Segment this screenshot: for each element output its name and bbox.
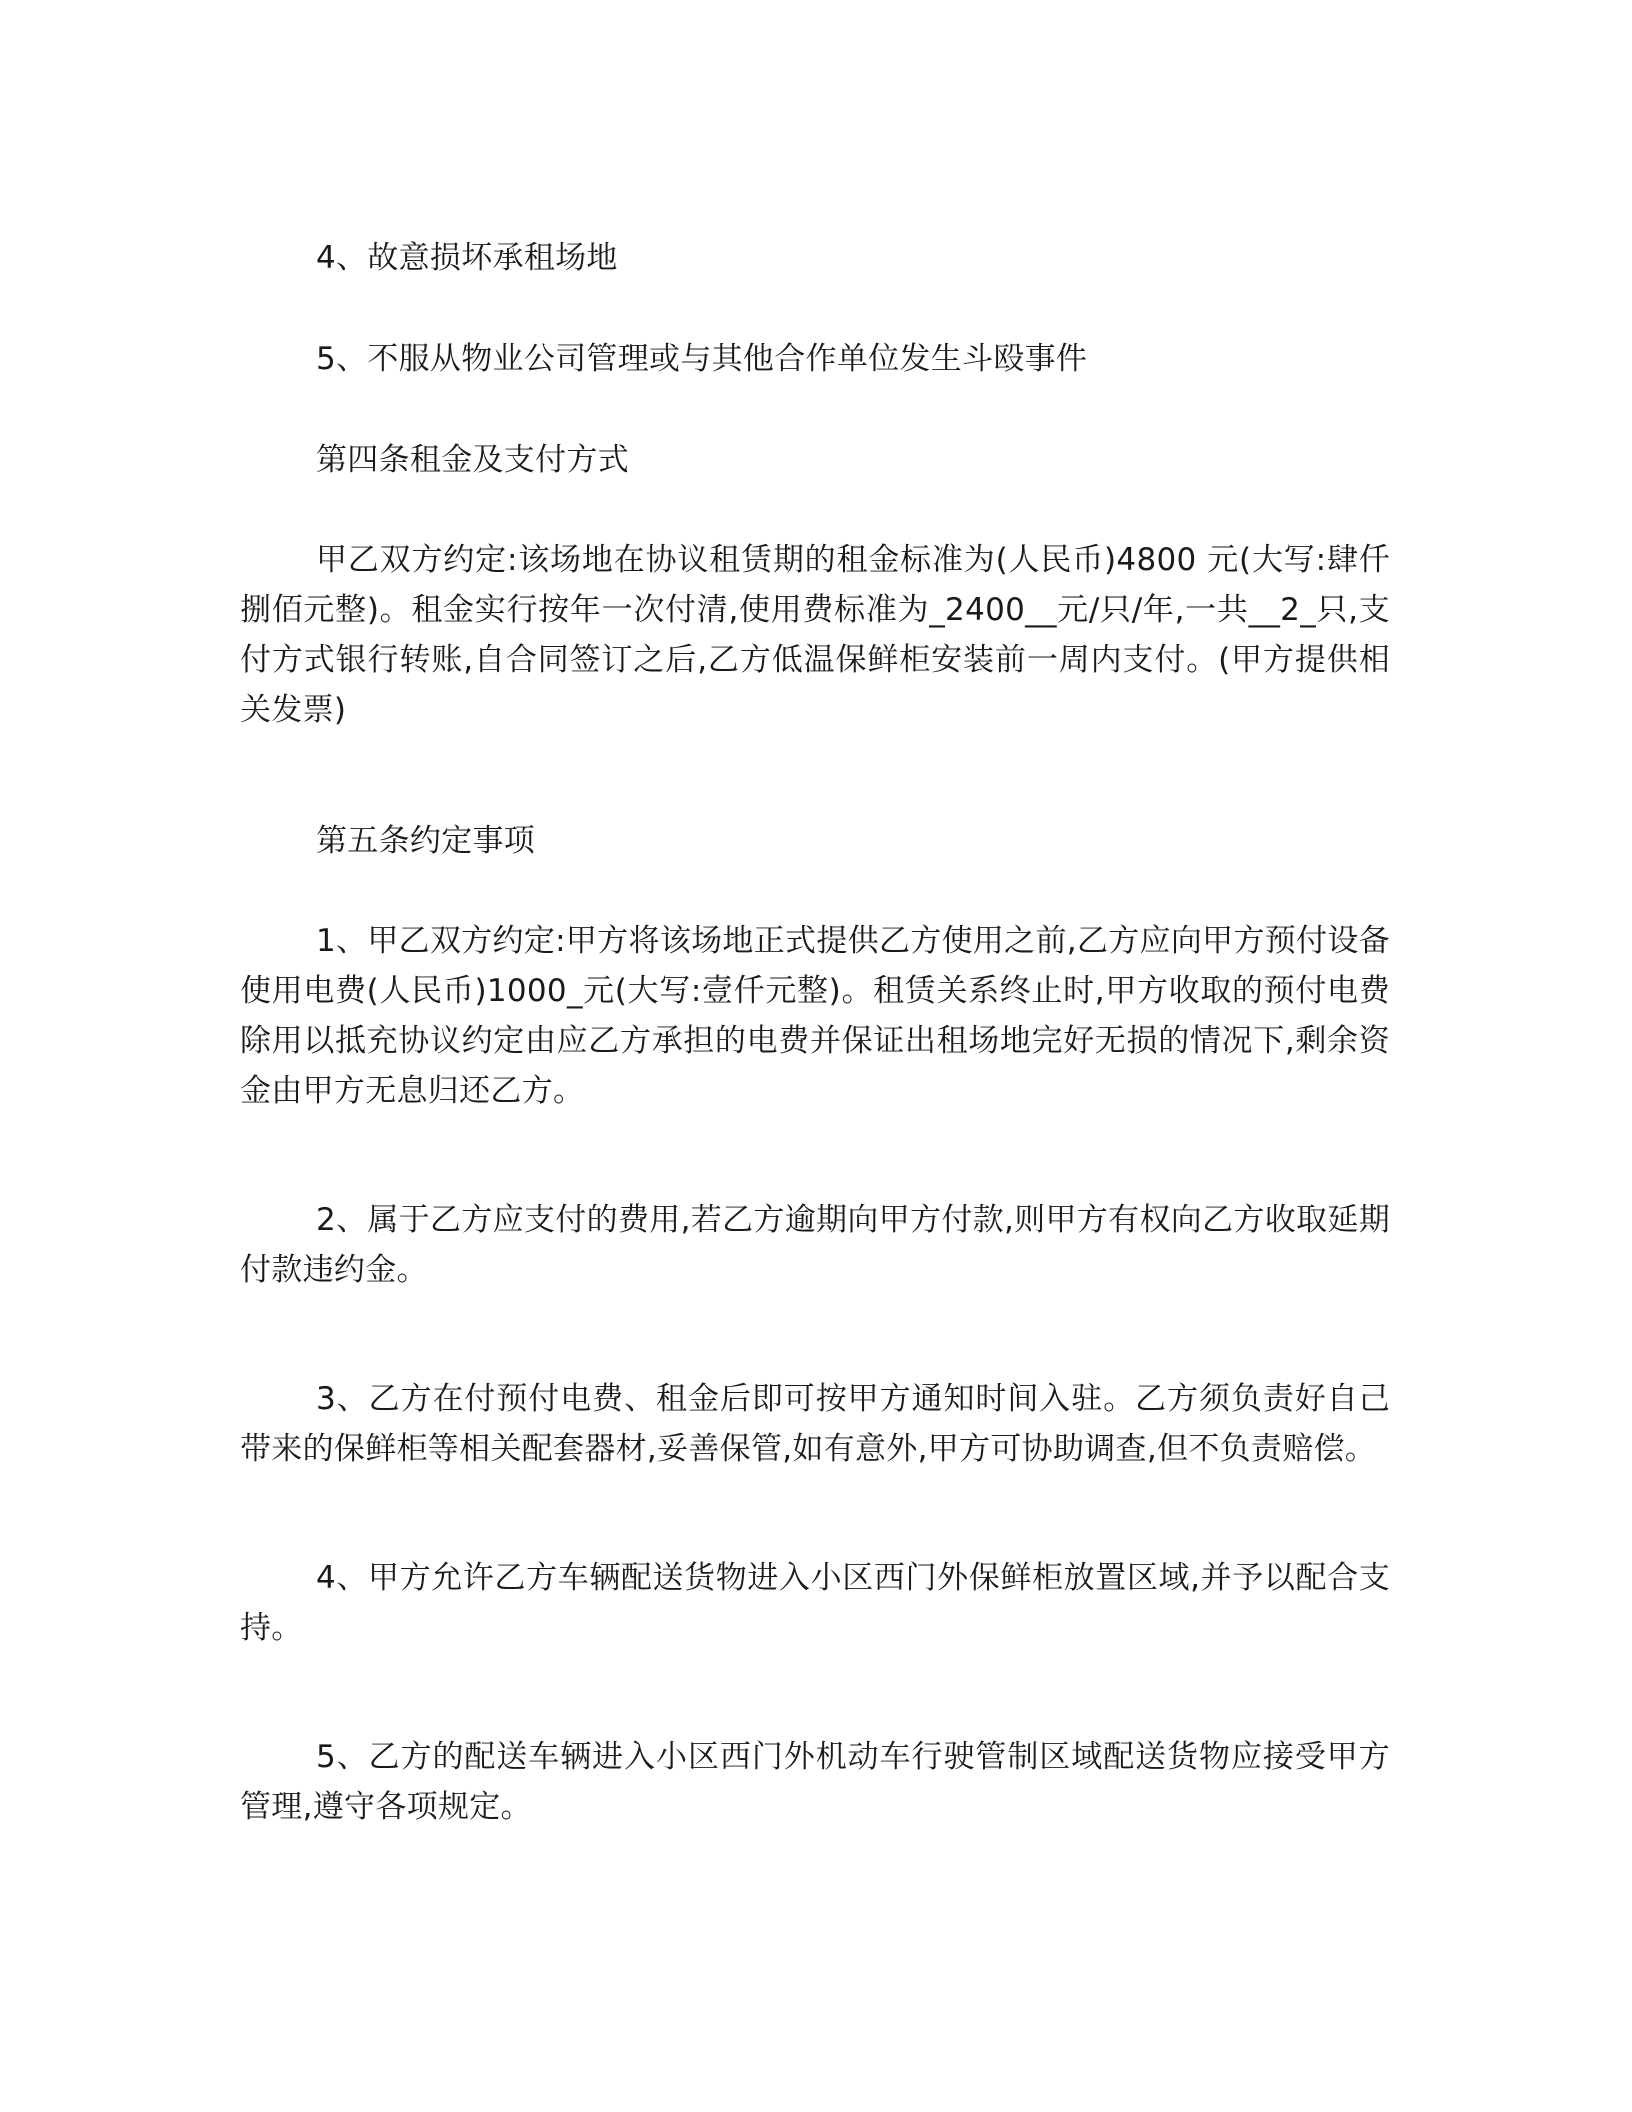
article-5-item-5-regulation: 5、乙方的配送车辆进入小区西门外机动车行驶管制区域配送货物应接受甲方管理,遵守各项规定。 (240, 1739, 1390, 1825)
article-5-item-2-late-fee: 2、属于乙方应支付的费用,若乙方逾期向甲方付款,则甲方有权向乙方收取延期付款违约金。 (240, 1202, 1390, 1288)
article-5-item-4-vehicles: 4、甲方允许乙方车辆配送货物进入小区西门外保鲜柜放置区域,并予以配合支持。 (240, 1560, 1390, 1646)
article-5-item-3-move-in: 3、乙方在付预付电费、租金后即可按甲方通知时间入驻。乙方须负责好自己带来的保鲜柜等相关配套器材,妥善保管,如有意外,甲方可协助调查,但不负责赔偿。 (240, 1381, 1390, 1467)
article-5-item-1-deposit: 1、甲乙双方约定:甲方将该场地正式提供乙方使用之前,乙方应向甲方预付设备使用电费(人民币)1000_元(大写:壹仟元整)。租赁关系终止时,甲方收取的预付电费除用以抵充协议约定由应乙方承担的电费并保证出租场地完好无损的情况下,剩余资金由甲方无息归还乙方。 (240, 923, 1390, 1109)
article-5-heading: 第五条约定事项 (316, 823, 536, 859)
article-4-heading: 第四条租金及支付方式 (316, 442, 629, 478)
clause-item-5-management: 5、不服从物业公司管理或与其他合作单位发生斗殴事件 (316, 341, 1088, 377)
clause-item-4-damage: 4、故意损坏承租场地 (316, 240, 618, 276)
article-4-rent-terms: 甲乙双方约定:该场地在协议租赁期的租金标准为(人民币)4800 元(大写:肆仟捌佰元整)。租金实行按年一次付清,使用费标准为_2400__元/只/年,一共__2_只,支付方式银行转账,自合同签订之后,乙方低温保鲜柜安装前一周内支付。(甲方提供相关发票) (240, 542, 1390, 728)
